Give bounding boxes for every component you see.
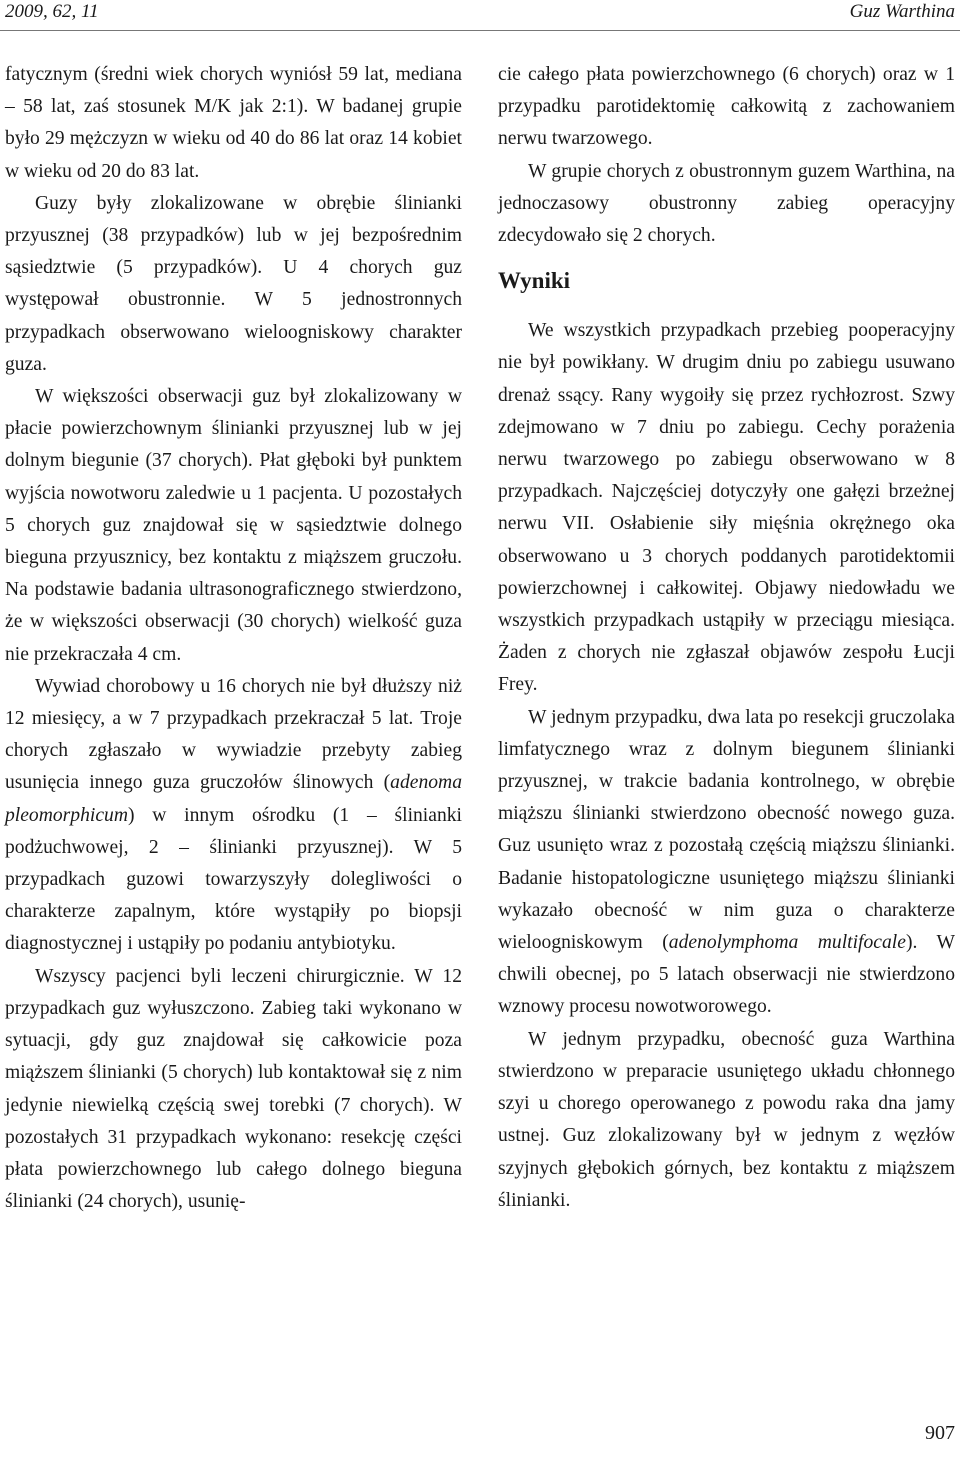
paragraph <box>498 702 955 1024</box>
left-column <box>5 59 462 1218</box>
paragraph: Wszyscy pacjenci byli leczeni chirurgicznie. W 12 przypadkach guz wyłuszczono. Zabieg taki wykonano w sytuacji, gdy guz znajdował się całkowicie poza miąższem ślinianki (5 chorych) lub kontaktował się z nim jedynie niewielką częścią swej torebki (7 chorych). W pozostałych 31 przypadkach wykonano: resekcję części płata powierzchownego lub całego dolnego bieguna ślinianki (24 chorych), usunię- <box>5 965 462 1213</box>
text-run: ) w innym ośrodku (1 – ślinianki podżuchwowej, 2 – ślinianki przyusznej). W 5 przypadkach guzowi towarzyszyły dolegliwości o charakterze zapalnym, które wystąpiły po biopsji diagnostycznej i ustąpiły po podaniu antybiotyku. <box>5 804 462 955</box>
text-run: W jednym przypadku, dwa lata po resekcji gruczolaka limfatycznego wraz z dolnym biegunem ślinianki przyusznej, w trakcie badania kontrolnego, w obrębie miąższu ślinianki stwierdzono obecność nowego guza. Guz usunięto wraz z pozostałą częścią miąższu ślinianki. Badanie histopatologiczne usuniętego miąższu ślinianki wykazało obecność w nim guza o charakterze wieloogniskowym ( <box>498 706 955 954</box>
article-short-title: Guz Warthina <box>849 1 955 22</box>
running-header <box>0 0 960 24</box>
right-column <box>498 59 955 1217</box>
paragraph: W większości obserwacji guz był zlokalizowany w płacie powierzchownym ślinianki przyusznej lub w jej dolnym biegunie (37 chorych). Płat głęboki był punktem wyjścia nowotworu zaledwie u 1 pacjenta. U pozostałych 5 chorych guz znajdował się w sąsiedztwie dolnego bieguna przyusznicy, bez kontaktu z miąższem gruczołu. Na podstawie badania ultrasonograficznego stwierdzono, że w większości obserwacji (30 chorych) wielkość guza nie przekraczała 4 cm. <box>5 386 462 665</box>
header-rule <box>0 30 960 31</box>
text-run: Wywiad chorobowy u 16 chorych nie był dłuższy niż 12 miesięcy, a w 7 przypadkach przekraczał 5 lat. Troje chorych zgłaszało w wywiadzie przebyty zabieg usunięcia innego guza gruczołów ślinowych ( <box>5 675 462 794</box>
section-heading: Wyniki <box>498 268 571 294</box>
paragraph: fatycznym (średni wiek chorych wyniósł 59 lat, mediana – 58 lat, zaś stosunek M/K jak 2:1). W badanej grupie było 29 mężczyzn w wieku od 40 do 86 lat oraz 14 kobiet w wieku od 20 do 83 lat. <box>5 64 462 182</box>
paragraph: cie całego płata powierzchownego (6 chorych) oraz w 1 przypadku parotidektomię całkowitą z zachowaniem nerwu twarzowego. <box>498 64 955 150</box>
journal-issue: 2009, 62, 11 <box>5 1 99 22</box>
italic-term: adenolymphoma multifocale <box>668 932 906 954</box>
page-number: 907 <box>925 1422 955 1444</box>
text-run: ). W chwili obecnej, po 5 latach obserwacji nie stwierdzono wznowy procesu nowotworowego. <box>498 932 955 1018</box>
paragraph: We wszystkich przypadkach przebieg pooperacyjny nie był powikłany. W drugim dniu po zabiegu usuwano drenaż ssący. Rany wygoiły się przez rychłozrost. Szwy zdejmowano w 7 dniu po zabiegu. Cechy porażenia nerwu twarzowego po zabiegu obserwowano w 8 przypadkach. Najczęściej dotyczyły one gałęzi brzeżnej nerwu VII. Osłabienie siły mięśnia okrężnego oka obserwowano u 3 chorych poddanych parotidektomii powierzchownej i całkowitej. Objawy niedowładu we wszystkich przypadkach ustąpiły w przeciągu miesiąca. Żaden z chorych nie zgłaszał objawów zespołu Łucji Frey. <box>498 320 955 696</box>
paragraph <box>5 671 462 961</box>
paragraph: W grupie chorych z obustronnym guzem Warthina, na jednoczasowy obustronny zabieg operacyjny zdecydowało się 2 chorych. <box>498 160 955 247</box>
paragraph: Guzy były zlokalizowane w obrębie ślinianki przyusznej (38 przypadków) lub w jej bezpośrednim sąsiedztwie (5 przypadków). U 4 chorych guz występował obustronnie. W 5 jednostronnych przypadkach obserwowano wieloogniskowy charakter guza. <box>5 192 462 375</box>
italic-term: adenoma pleomorphicum <box>5 772 462 826</box>
paragraph: W jednym przypadku, obecność guza Warthina stwierdzono w preparacie usuniętego układu chłonnego szyi u chorego operowanego z powodu raka dna jamy ustnej. Guz zlokalizowany był w jednym z węzłów szyjnych głębokich górnych, bez kontaktu z miąższem ślinianki. <box>498 1028 955 1211</box>
